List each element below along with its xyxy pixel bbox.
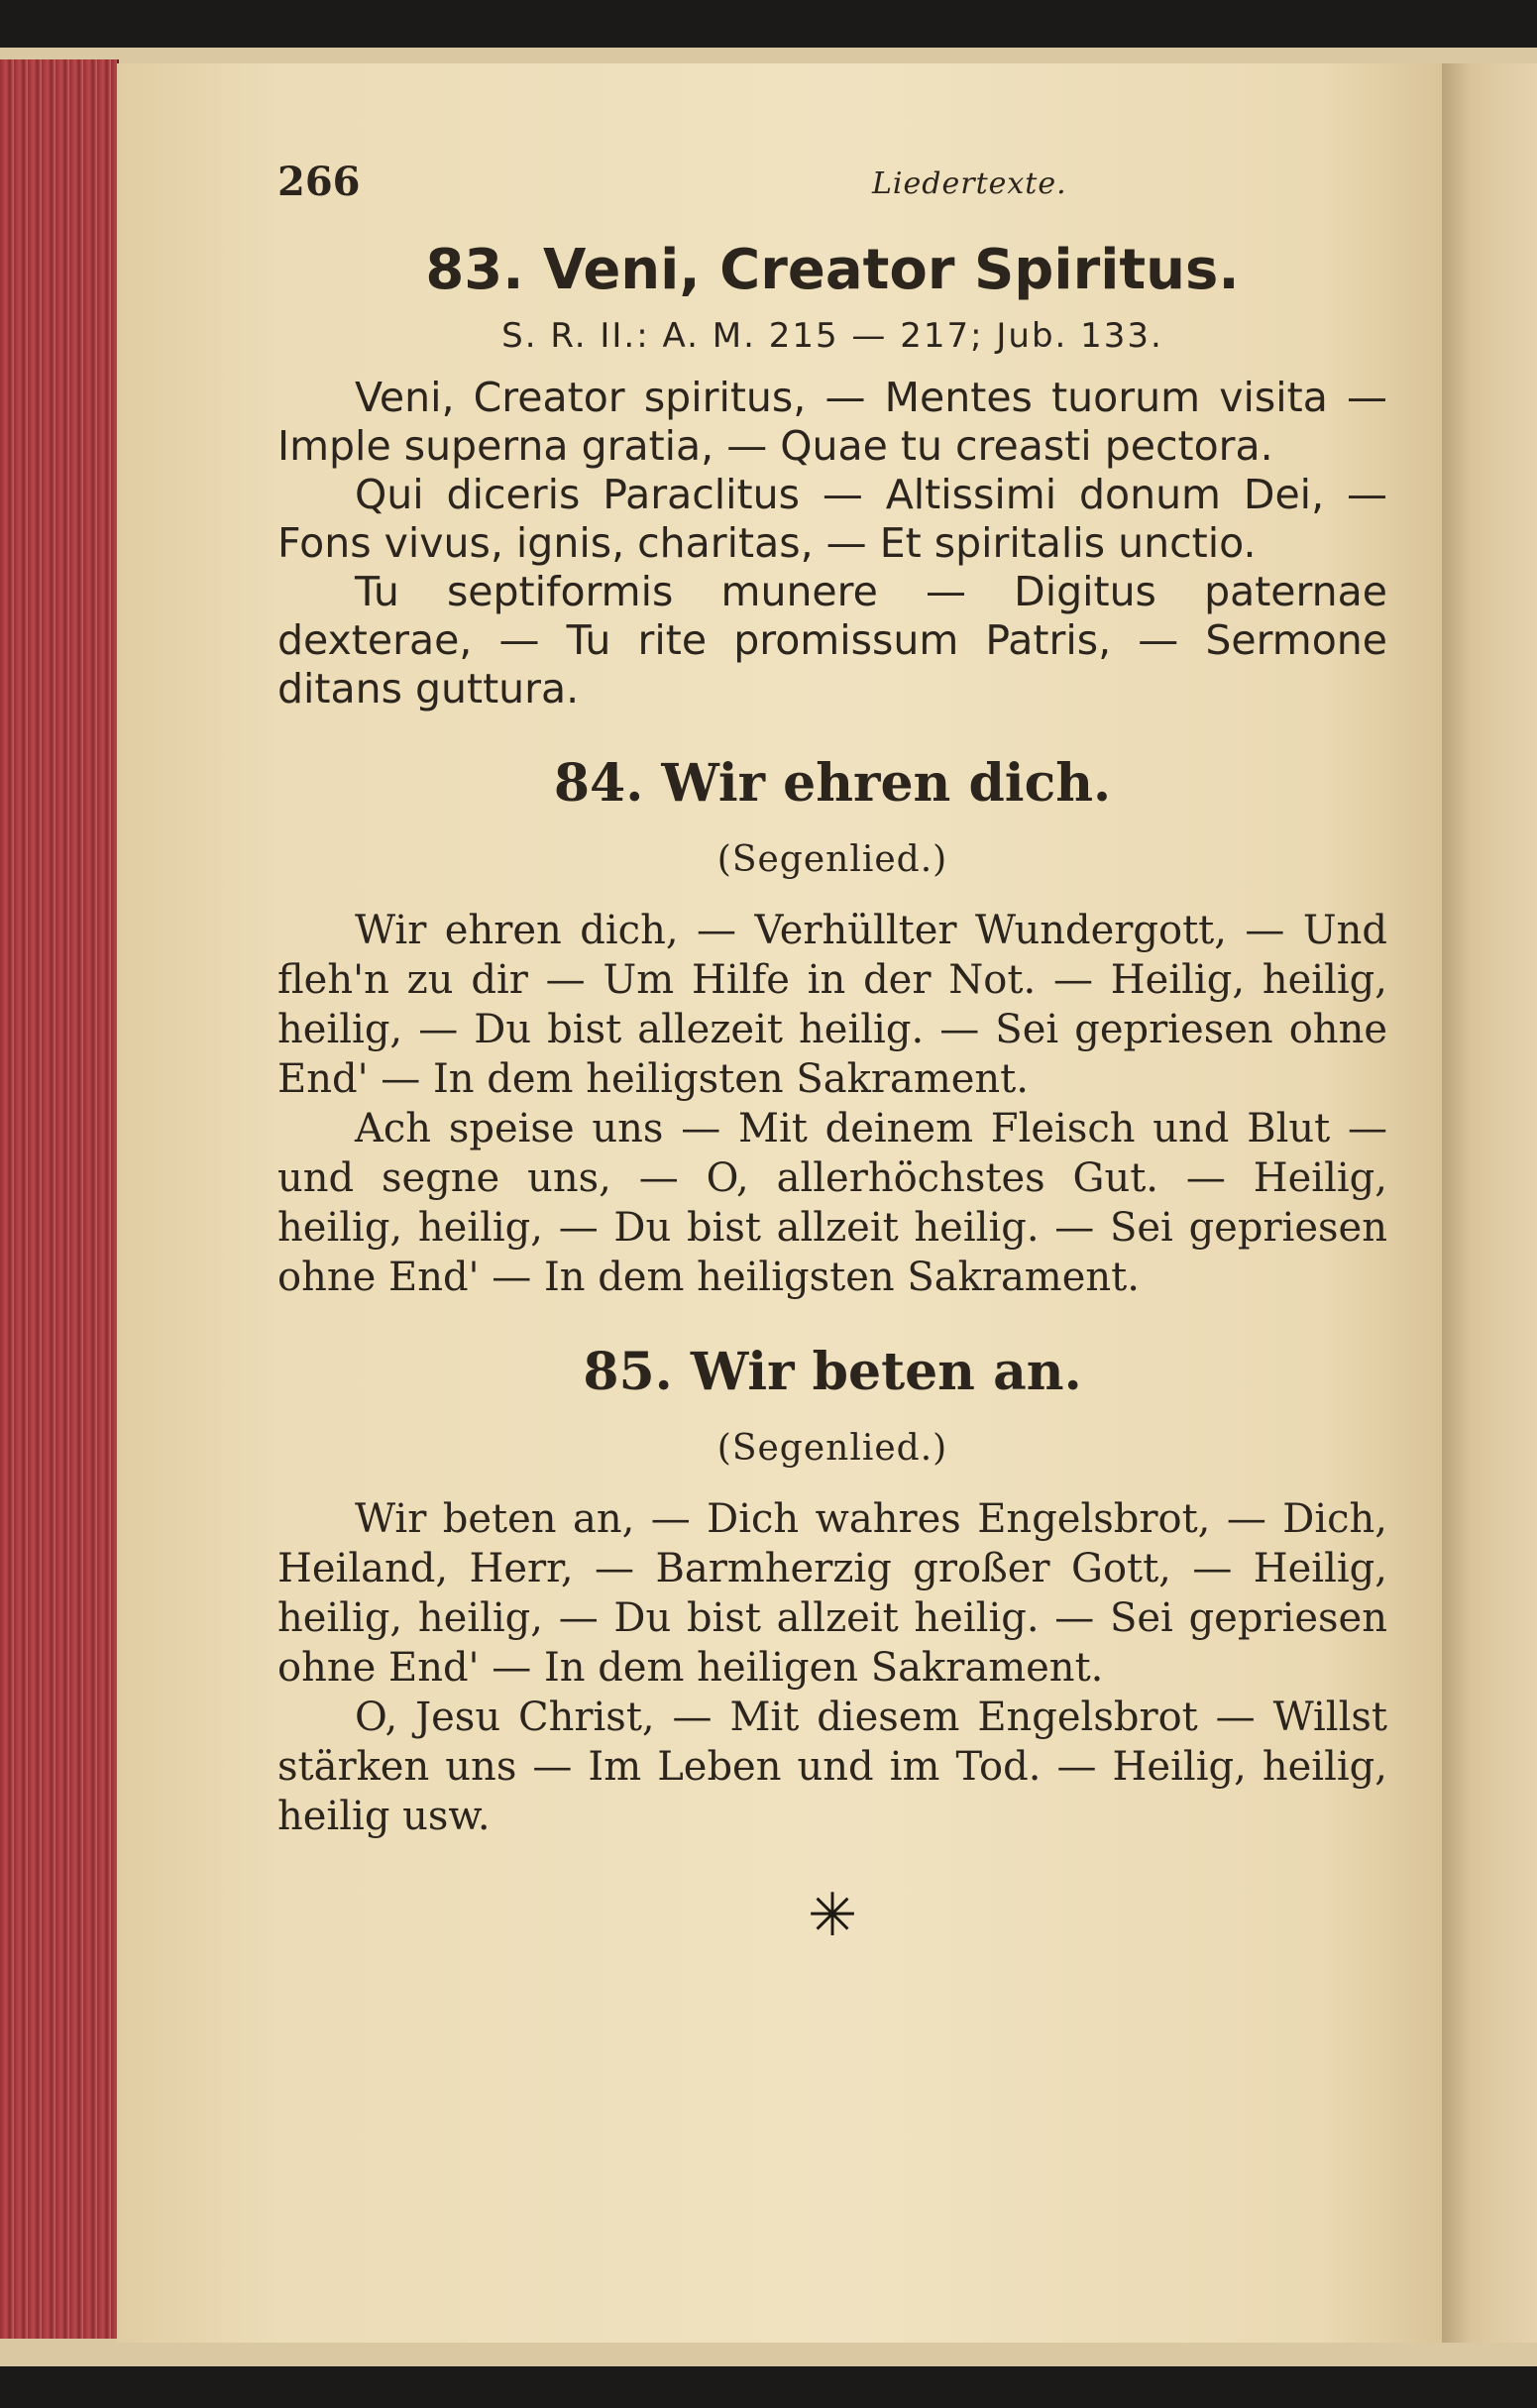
page-edges: [0, 59, 119, 2339]
running-head: [277, 159, 1387, 218]
hymn-heading: 84. Wir ehren dich.: [553, 753, 1112, 814]
asterisk-ornament-icon: ✳: [807, 1881, 858, 1950]
page-number: 266: [277, 159, 361, 205]
gutter: [1442, 63, 1537, 2343]
hymn-subtitle: S. R. II.: A. M. 215 — 217; Jub. 133.: [501, 316, 1163, 356]
verse: Tu septiformis munere — Digitus paternae dexterae, — Tu rite promissum Patris, — Sermone ditans guttura.: [277, 568, 1387, 712]
verse: Qui diceris Paraclitus — Altissimi donum Dei, — Fons vivus, ignis, charitas, — Et spiritalis unctio.: [277, 471, 1387, 567]
verse: O, Jesu Christ, — Mit diesem Engelsbrot — Willst stärken uns — Im Leben und im Tod. — Heilig, heilig, heilig usw.: [277, 1695, 1387, 1839]
hymn-85: [277, 1342, 1387, 1841]
hymn-83: [277, 238, 1387, 713]
hymn-heading: 85. Wir beten an.: [583, 1342, 1082, 1402]
hymn-heading: 83. Veni, Creator Spiritus.: [425, 238, 1240, 302]
verse: Veni, Creator spiritus, — Mentes tuorum visita — Imple superna gratia, — Quae tu creasti pectora.: [277, 374, 1387, 470]
hymn-subtitle: (Segenlied.): [716, 839, 948, 880]
verse: Wir beten an, — Dich wahres Engelsbrot, — Dich, Heiland, Herr, — Barmherzig großer Gott, — Heilig, heilig, heilig, — Du bist allzeit heilig. — Sei gepriesen ohne End' — In dem heiligen Sakrament.: [277, 1496, 1387, 1691]
verse: Wir ehren dich, — Verhüllter Wundergott, — Und fleh'n zu dir — Um Hilfe in der Not. — Heilig, heilig, heilig, — Du bist allezeit heilig. — Sei gepriesen ohne End' — In dem heiligsten Sakrament.: [277, 908, 1387, 1102]
verse: Ach speise uns — Mit deinem Fleisch und Blut — und segne uns, — O, allerhöchstes Gut. — Heilig, heilig, heilig, — Du bist allzeit heilig. — Sei gepriesen ohne End' — In dem heiligsten Sakrament.: [277, 1106, 1387, 1300]
hymn-84: [277, 753, 1387, 1302]
running-title: Liedertexte.: [872, 166, 1067, 201]
hymn-subtitle: (Segenlied.): [716, 1428, 948, 1469]
page-content: [277, 159, 1387, 1950]
